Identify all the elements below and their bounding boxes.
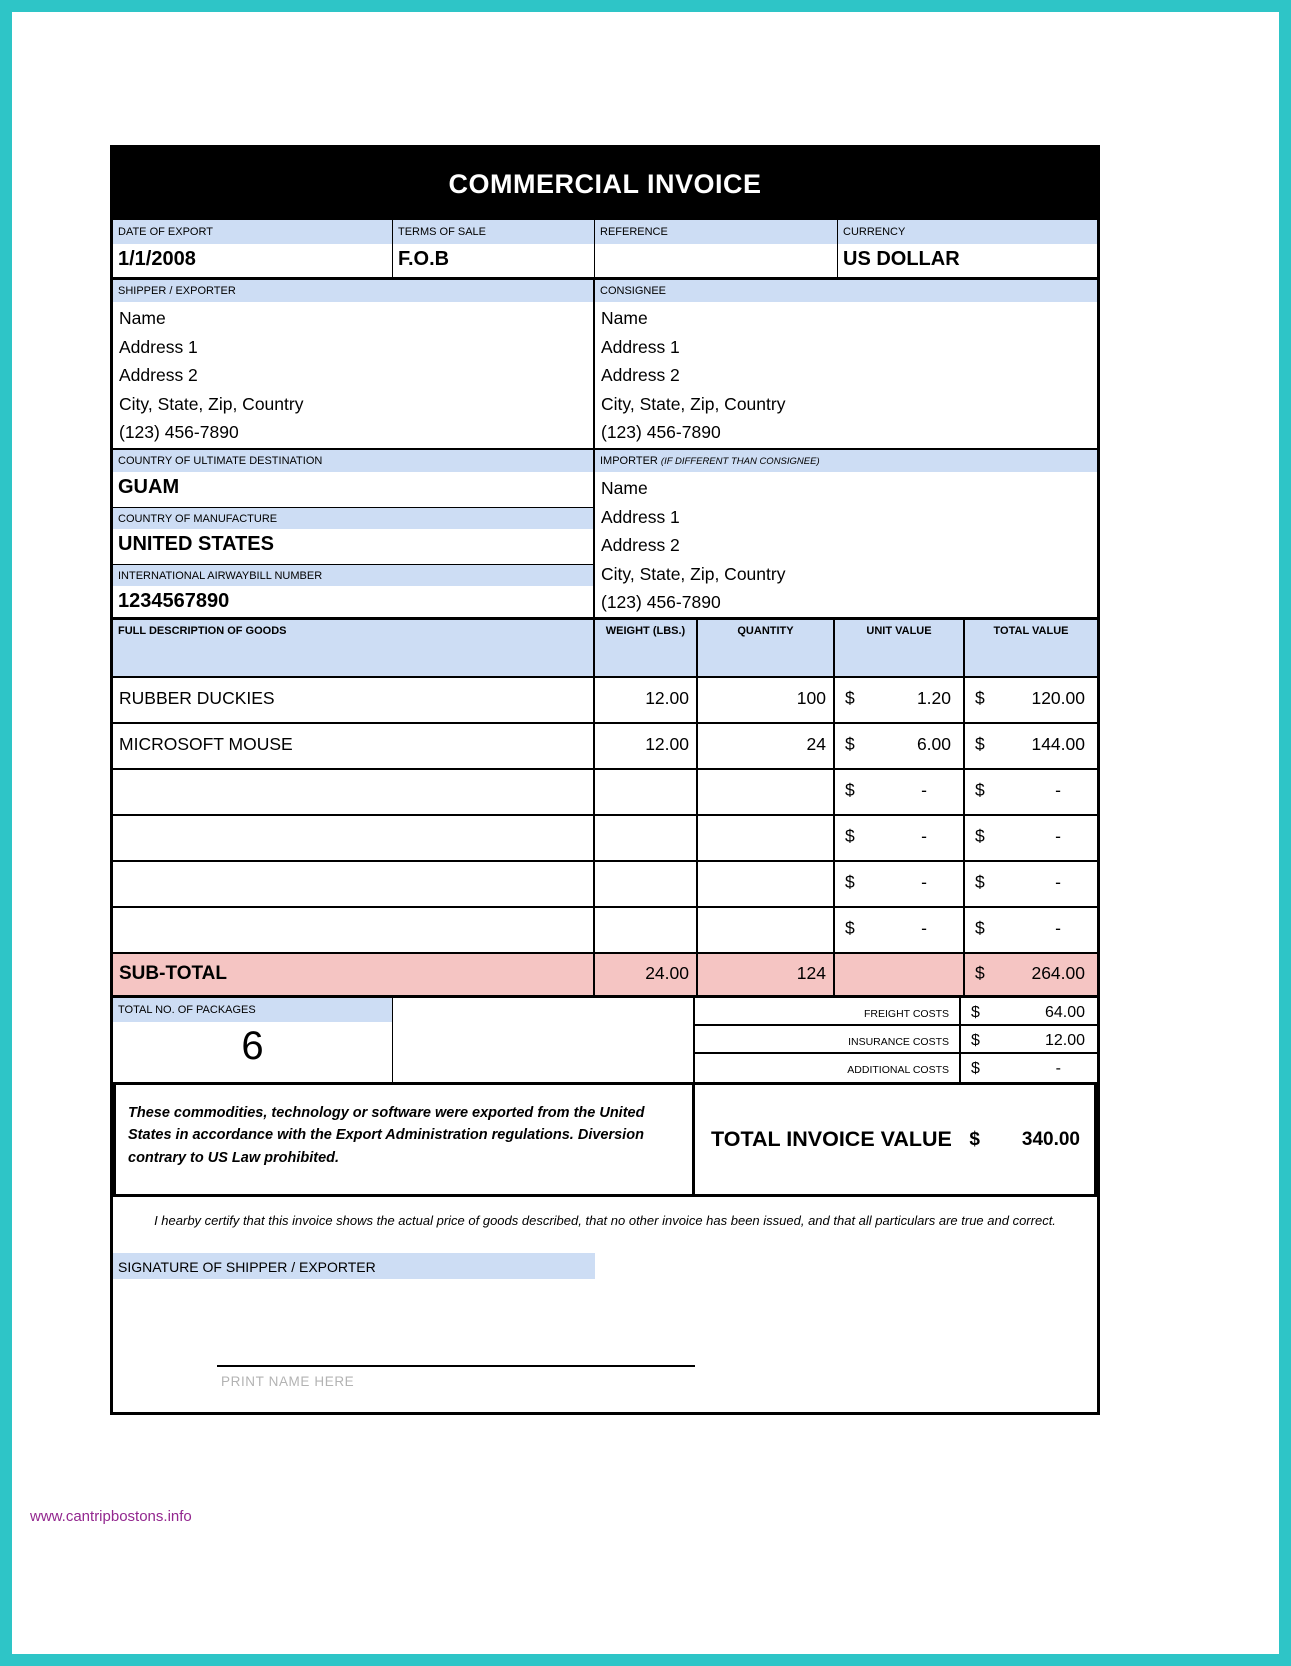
currency-symbol: $ (975, 780, 985, 800)
consignee-line: Address 2 (601, 365, 680, 385)
total-value: - (1055, 918, 1061, 938)
shipper-line: Address 2 (119, 365, 198, 385)
importer-block (595, 450, 1097, 617)
currency-symbol: $ (975, 963, 985, 983)
manufacture-label: COUNTRY OF MANUFACTURE (113, 507, 593, 529)
additional-costs-block (695, 998, 1097, 1082)
invoice-meta-row (113, 220, 1097, 280)
consignee-address (595, 302, 1097, 447)
total-packages-value: 6 (241, 1024, 264, 1068)
item-weight (595, 770, 698, 814)
goods-table-header (113, 620, 1097, 678)
item-total-value (965, 816, 1097, 860)
additional-costs-row (695, 1054, 1097, 1082)
item-weight: 12.00 (595, 724, 698, 768)
manufacture-value: UNITED STATES (118, 533, 274, 555)
importer-label: IMPORTER (600, 455, 658, 467)
shipper-exporter-label: SHIPPER / EXPORTER (113, 280, 593, 302)
airwaybill-value: 1234567890 (118, 590, 230, 612)
currency-symbol: $ (975, 688, 985, 708)
date-of-export-label: DATE OF EXPORT (113, 220, 392, 244)
item-quantity (698, 816, 835, 860)
terms-of-sale-value: F.O.B (398, 248, 450, 270)
item-quantity (698, 862, 835, 906)
importer-address (595, 472, 1097, 617)
export-statement: These commodities, technology or software were exported from the United States in accordance with the Export Administration regulations. Diversion contrary to US Law prohibited. (113, 1082, 695, 1197)
signature-label: SIGNATURE OF SHIPPER / EXPORTER (113, 1253, 595, 1279)
currency-symbol: $ (975, 734, 985, 754)
freight-costs-amount: 64.00 (1044, 1004, 1085, 1021)
total-invoice-amount: 340.00 (1021, 1128, 1080, 1150)
additional-costs-label: ADDITIONAL COSTS (847, 1064, 949, 1076)
destination-label: COUNTRY OF ULTIMATE DESTINATION (113, 450, 593, 472)
item-description (113, 862, 595, 906)
importer-line: Address 2 (601, 535, 680, 555)
additional-costs-amount: - (1055, 1060, 1061, 1077)
invoice-title: COMMERCIAL INVOICE (448, 168, 762, 199)
currency-symbol: $ (975, 918, 985, 938)
terms-of-sale-label: TERMS OF SALE (393, 220, 594, 244)
item-description (113, 908, 595, 952)
certification-statement: I hearby certify that this invoice shows the actual price of goods described, that no other invoice has been issued, and that all particulars are true and correct. (154, 1213, 1056, 1228)
importer-label-band (595, 450, 1097, 472)
currency-symbol: $ (975, 826, 985, 846)
packages-and-costs-section (113, 998, 1097, 1082)
unit-value: - (921, 826, 927, 846)
subtotal-row (113, 954, 1097, 998)
total-value: - (1055, 780, 1061, 800)
item-quantity (698, 770, 835, 814)
currency-symbol: $ (969, 1128, 980, 1150)
total-value: - (1055, 826, 1061, 846)
currency-symbol: $ (975, 872, 985, 892)
insurance-costs-value (959, 1026, 1097, 1052)
currency-symbol: $ (845, 734, 855, 754)
item-weight (595, 816, 698, 860)
item-description: MICROSOFT MOUSE (113, 724, 595, 768)
consignee-line: Address 1 (601, 336, 680, 357)
origin-column (113, 450, 595, 617)
invoice-footer (113, 1197, 1097, 1412)
header-weight: WEIGHT (LBS.) (595, 620, 698, 676)
shipper-address (113, 302, 593, 447)
currency-symbol: $ (971, 1032, 980, 1049)
date-of-export-cell (113, 220, 393, 277)
header-quantity: QUANTITY (698, 620, 835, 676)
item-quantity (698, 908, 835, 952)
importer-line: City, State, Zip, Country (601, 563, 786, 584)
subtotal-label: SUB-TOTAL (113, 954, 595, 995)
shipper-line: Name (119, 308, 166, 328)
invoice-title-bar (113, 148, 1097, 220)
consignee-line: Name (601, 308, 648, 328)
item-total-value (965, 908, 1097, 952)
consignee-line: City, State, Zip, Country (601, 393, 786, 414)
subtotal-total-value (965, 954, 1097, 995)
goods-row (113, 678, 1097, 724)
commercial-invoice (110, 145, 1100, 1415)
insurance-costs-amount: 12.00 (1044, 1032, 1085, 1049)
item-weight (595, 908, 698, 952)
currency-symbol: $ (845, 872, 855, 892)
unit-value: - (921, 780, 927, 800)
currency-symbol: $ (845, 826, 855, 846)
freight-costs-label: FREIGHT COSTS (864, 1008, 949, 1020)
unit-value: 6.00 (916, 734, 951, 754)
goods-row-empty (113, 816, 1097, 862)
importer-line: Address 1 (601, 506, 680, 527)
item-total-value (965, 770, 1097, 814)
item-weight: 12.00 (595, 678, 698, 722)
consignee-line: (123) 456-7890 (601, 422, 721, 442)
header-description: FULL DESCRIPTION OF GOODS (113, 620, 595, 676)
goods-row (113, 724, 1097, 770)
item-quantity: 100 (698, 678, 835, 722)
unit-value: - (921, 918, 927, 938)
item-description (113, 816, 595, 860)
destination-value: GUAM (118, 476, 180, 498)
importer-line: (123) 456-7890 (601, 592, 721, 612)
signature-line (217, 1365, 695, 1367)
unit-value: 1.20 (916, 688, 951, 708)
total-value: 120.00 (1031, 688, 1085, 708)
importer-label-note: (IF DIFFERENT THAN CONSIGNEE) (660, 456, 820, 467)
item-description (113, 770, 595, 814)
item-weight (595, 862, 698, 906)
item-unit-value (835, 770, 965, 814)
currency-symbol: $ (971, 1004, 980, 1021)
currency-symbol: $ (971, 1060, 980, 1077)
print-name-placeholder: PRINT NAME HERE (221, 1374, 355, 1389)
shipper-line: Address 1 (119, 336, 198, 357)
consignee-block (595, 280, 1097, 448)
freight-costs-row (695, 998, 1097, 1026)
unit-value: - (921, 872, 927, 892)
freight-costs-value (959, 998, 1097, 1024)
date-of-export-value: 1/1/2008 (118, 248, 196, 270)
airwaybill-label: INTERNATIONAL AIRWAYBILL NUMBER (113, 564, 593, 586)
subtotal-amount: 264.00 (1031, 963, 1085, 983)
currency-symbol: $ (845, 918, 855, 938)
total-value: - (1055, 872, 1061, 892)
item-description: RUBBER DUCKIES (113, 678, 595, 722)
total-invoice-value-label: TOTAL INVOICE VALUE (711, 1127, 952, 1151)
reference-cell (595, 220, 838, 277)
total-invoice-value-box (695, 1082, 1097, 1197)
packages-spacer-cell (393, 998, 695, 1082)
currency-symbol: $ (845, 780, 855, 800)
total-packages-block (113, 998, 393, 1082)
origin-importer-section (113, 450, 1097, 620)
shipper-exporter-block (113, 280, 595, 448)
goods-row-empty (113, 770, 1097, 816)
terms-of-sale-cell (393, 220, 595, 277)
item-unit-value (835, 816, 965, 860)
goods-row-empty (113, 908, 1097, 954)
parties-section (113, 280, 1097, 450)
shipper-line: City, State, Zip, Country (119, 393, 304, 414)
item-total-value (965, 724, 1097, 768)
subtotal-quantity: 124 (698, 954, 835, 995)
shipper-line: (123) 456-7890 (119, 422, 239, 442)
item-unit-value (835, 724, 965, 768)
item-quantity: 24 (698, 724, 835, 768)
total-packages-label: TOTAL NO. OF PACKAGES (113, 998, 392, 1022)
insurance-costs-label: INSURANCE COSTS (848, 1036, 949, 1048)
watermark-url: www.cantripbostons.info (30, 1508, 192, 1525)
reference-label: REFERENCE (595, 220, 837, 244)
importer-line: Name (601, 478, 648, 498)
currency-cell (838, 220, 1097, 277)
statement-and-total-section (113, 1082, 1097, 1197)
currency-value: US DOLLAR (843, 248, 960, 270)
header-unit-value: UNIT VALUE (835, 620, 965, 676)
currency-symbol: $ (845, 688, 855, 708)
item-unit-value (835, 908, 965, 952)
reference-value (595, 244, 837, 277)
header-total-value: TOTAL VALUE (993, 625, 1069, 637)
consignee-label: CONSIGNEE (595, 280, 1097, 302)
item-unit-value (835, 862, 965, 906)
additional-costs-value (959, 1054, 1097, 1082)
total-value: 144.00 (1031, 734, 1085, 754)
item-total-value (965, 862, 1097, 906)
item-total-value (965, 678, 1097, 722)
item-unit-value (835, 678, 965, 722)
goods-row-empty (113, 862, 1097, 908)
insurance-costs-row (695, 1026, 1097, 1054)
currency-label: CURRENCY (838, 220, 1097, 244)
subtotal-weight: 24.00 (595, 954, 698, 995)
subtotal-unit-spacer (835, 954, 965, 995)
